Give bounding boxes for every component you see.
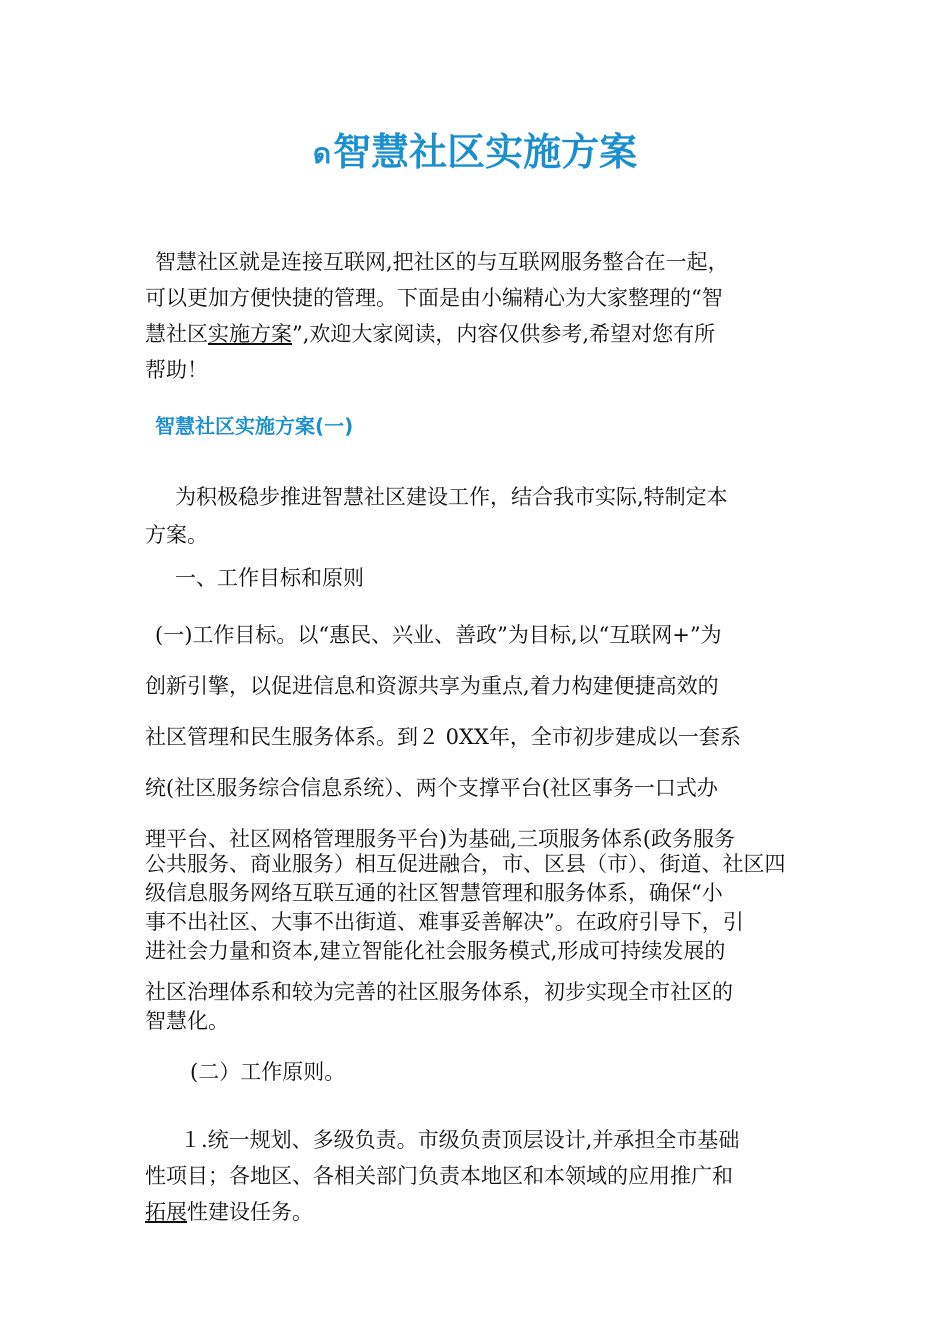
principle-1-line-3 bbox=[145, 1194, 815, 1230]
intro-line-2: 可以更加方便快捷的管理。下面是由小编精心为大家整理的“智 bbox=[145, 286, 723, 310]
title-mark: ด bbox=[312, 137, 332, 170]
principles-heading-text: (二）工作原则。 bbox=[190, 1060, 346, 1084]
goals-b-line-2: 级信息服务网络互联互通的社区智慧管理和服务体系，确保“小 bbox=[145, 881, 723, 905]
goals-paragraph-c bbox=[145, 978, 815, 1036]
expand-link[interactable]: 拓展 bbox=[145, 1200, 187, 1224]
purpose-line-2: 方案。 bbox=[145, 523, 208, 547]
intro-line-1: 智慧社区就是连接互联网,把社区的与互联网服务整合在一起， bbox=[155, 250, 729, 274]
intro-paragraph bbox=[145, 244, 815, 388]
intro-line-3 bbox=[145, 316, 815, 352]
goals-paragraph-a bbox=[145, 610, 815, 865]
principles-heading bbox=[145, 1054, 815, 1090]
intro-line-4: 帮助！ bbox=[145, 358, 208, 382]
principle-1-line-1: １.统一规划、多级负责。市级负责顶层设计,并承担全市基础 bbox=[180, 1128, 740, 1152]
intro-line-3a: 慧社区 bbox=[145, 322, 208, 346]
goals-heading-text: 一、工作目标和原则 bbox=[175, 566, 364, 590]
plan-link[interactable]: 实施方案 bbox=[208, 322, 292, 346]
goals-b-line-1: 公共服务、商业服务）相互促进融合，市、区县（市）、街道、社区四 bbox=[145, 852, 786, 876]
goals-a-line-4: 统(社区服务综合信息系统）、两个支撑平台(社区事务一口式办 bbox=[145, 776, 718, 800]
goals-b-line-4: 进社会力量和资本,建立智能化社会服务模式,形成可持续发展的 bbox=[145, 939, 726, 963]
principle-1-paragraph bbox=[145, 1122, 815, 1230]
purpose-paragraph bbox=[145, 478, 815, 554]
principle-1-line-2: 性项目；各地区、各相关部门负责本地区和本领域的应用推广和 bbox=[145, 1164, 733, 1188]
purpose-line-1: 为积极稳步推进智慧社区建设工作，结合我市实际,特制定本 bbox=[175, 485, 728, 509]
goals-a-line-2: 创新引擎，以促进信息和资源共享为重点,着力构建便捷高效的 bbox=[145, 674, 719, 698]
principle-1-line-3b: 性建设任务。 bbox=[187, 1200, 313, 1224]
goals-heading bbox=[145, 560, 815, 596]
intro-line-3b: ”,欢迎大家阅读，内容仅供参考,希望对您有所 bbox=[292, 322, 716, 346]
section-heading-1: 智慧社区实施方案(一) bbox=[155, 414, 354, 438]
goals-a-line-3: 社区管理和民生服务体系。到２ 0XX年，全市初步建成以一套系 bbox=[145, 725, 741, 749]
goals-c-line-1: 社区治理体系和较为完善的社区服务体系，初步实现全市社区的 bbox=[145, 980, 733, 1004]
goals-c-line-2: 智慧化。 bbox=[145, 1009, 229, 1033]
goals-a-line-5: 理平台、社区网格管理服务平台)为基础,三项服务体系(政务服务 bbox=[145, 827, 736, 851]
goals-paragraph-b bbox=[145, 850, 815, 966]
goals-b-line-3: 事不出社区、大事不出街道、难事妥善解决”。在政府引导下，引 bbox=[145, 910, 744, 934]
goals-a-line-1: (一)工作目标。以“惠民、兴业、善政”为目标,以“互联网+”为 bbox=[155, 623, 722, 647]
page-title bbox=[0, 126, 950, 180]
title-text: 智慧社区实施方案 bbox=[333, 130, 638, 174]
